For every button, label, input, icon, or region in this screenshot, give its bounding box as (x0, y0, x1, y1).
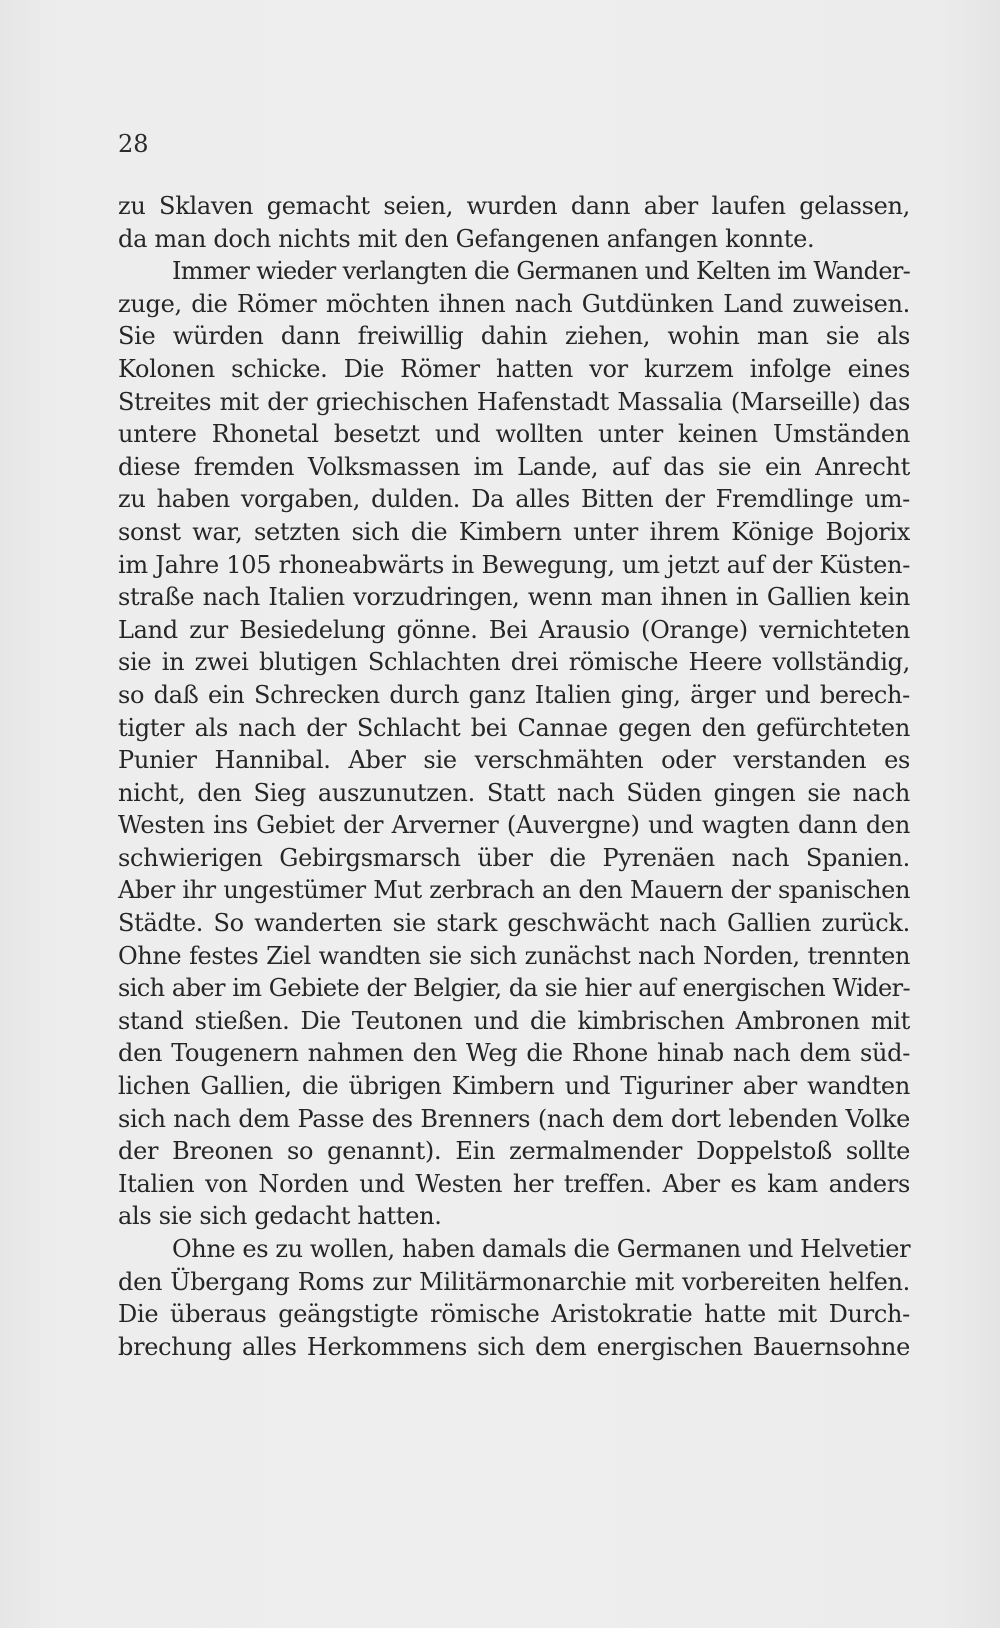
text-line: als sie sich gedacht hatten. (118, 1202, 442, 1231)
text-line: sonst war, setzten sich die Kimbern unter ihrem Könige Bojorix (118, 517, 910, 546)
text-line: zuge, die Römer möchten ihnen nach Gutdünken Land zuweisen. (118, 289, 910, 318)
text-line: der Breonen so genannt). Ein zermalmender Doppelstoß sollte (118, 1137, 910, 1166)
text-line: so daß ein Schrecken durch ganz Italien ging, ärger und berech- (118, 680, 910, 709)
text-line: Italien von Norden und Westen her treffen. Aber es kam anders (118, 1169, 910, 1198)
text-line: Westen ins Gebiet der Arverner (Auvergne) und wagten dann den (118, 811, 910, 840)
page-number: 28 (118, 130, 149, 158)
text-line: straße nach Italien vorzudringen, wenn man ihnen in Gallien kein (118, 583, 910, 612)
text-line: Immer wieder verlangten die Germanen und Kelten im Wander- (172, 257, 910, 286)
text-line: stand stießen. Die Teutonen und die kimbrischen Ambronen mit (118, 1006, 910, 1035)
text-line: Städte. So wanderten sie stark geschwächt nach Gallien zurück. (118, 909, 910, 938)
text-line: tigter als nach der Schlacht bei Cannae gegen den gefürchteten (118, 713, 910, 742)
text-line: Punier Hannibal. Aber sie verschmähten oder verstanden es (118, 746, 910, 775)
text-line: Sie würden dann freiwillig dahin ziehen, wohin man sie als (118, 322, 910, 351)
text-line: sich aber im Gebiete der Belgier, da sie hier auf energischen Wider- (118, 974, 910, 1003)
text-line: nicht, den Sieg auszunutzen. Statt nach Süden gingen sie nach (118, 778, 910, 807)
text-line: Die überaus geängstigte römische Aristokratie hatte mit Durch- (118, 1300, 910, 1329)
text-line: den Übergang Roms zur Militärmonarchie mit vorbereiten helfen. (118, 1267, 910, 1296)
text-line: schwierigen Gebirgsmarsch über die Pyrenäen nach Spanien. (118, 843, 910, 872)
text-line: Aber ihr ungestümer Mut zerbrach an den Mauern der spanischen (118, 876, 910, 905)
text-line: Kolonen schicke. Die Römer hatten vor kurzem infolge eines (118, 354, 910, 383)
text-line: Land zur Besiedelung gönne. Bei Arausio (Orange) vernichteten (118, 615, 910, 644)
text-line: den Tougenern nahmen den Weg die Rhone hinab nach dem süd- (118, 1039, 910, 1068)
text-line: diese fremden Volksmassen im Lande, auf das sie ein Anrecht (118, 452, 910, 481)
text-line: Ohne es zu wollen, haben damals die Germanen und Helvetier (172, 1235, 911, 1263)
body-text (118, 190, 910, 1363)
text-line: Ohne festes Ziel wandten sie sich zunächst nach Norden, trennten (118, 941, 910, 970)
text-line: zu haben vorgaben, dulden. Da alles Bitten der Fremdlinge um- (118, 485, 910, 514)
text-line: zu Sklaven gemacht seien, wurden dann aber laufen gelassen, (118, 192, 910, 220)
text-line: lichen Gallien, die übrigen Kimbern und Tiguriner aber wandten (118, 1072, 910, 1101)
text-line: sie in zwei blutigen Schlachten drei römische Heere vollständig, (118, 648, 910, 677)
text-line: im Jahre 105 rhoneabwärts in Bewegung, um jetzt auf der Küsten- (118, 550, 910, 579)
text-line: sich nach dem Passe des Brenners (nach dem dort lebenden Volke (118, 1104, 910, 1133)
text-line: brechung alles Herkommens sich dem energischen Bauernsohne (118, 1332, 910, 1361)
text-line: Streites mit der griechischen Hafenstadt Massalia (Marseille) das (118, 387, 910, 416)
text-line: untere Rhonetal besetzt und wollten unter keinen Umständen (118, 420, 910, 449)
text-line: da man doch nichts mit den Gefangenen anfangen konnte. (118, 224, 815, 253)
